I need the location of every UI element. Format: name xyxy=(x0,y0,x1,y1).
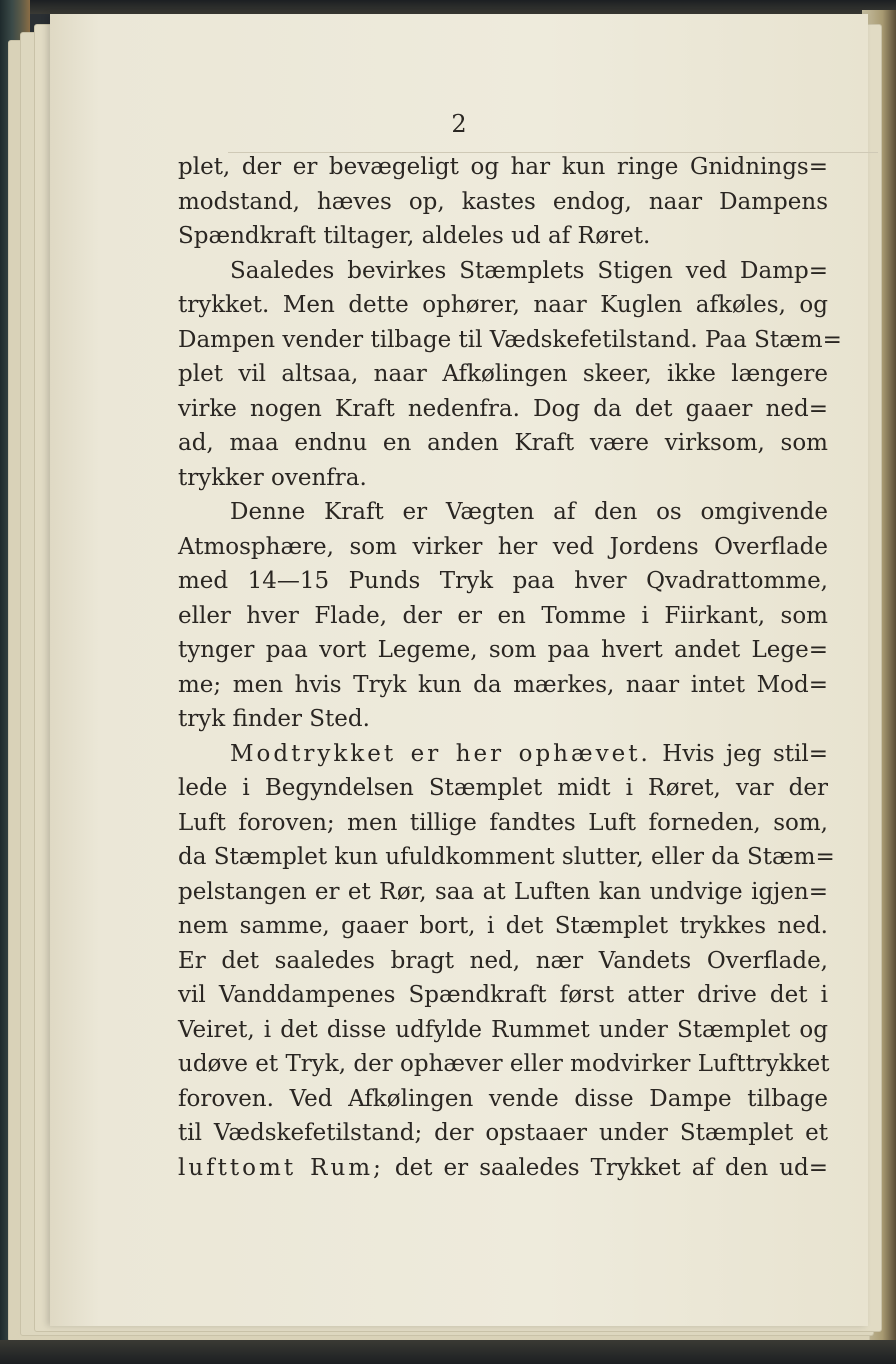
text-line: med 14—15 Punds Tryk paa hver Qvadrattomme, xyxy=(178,568,828,594)
text-line: Saaledes bevirkes Stæmplets Stigen ved Damp= xyxy=(230,257,828,284)
text-line xyxy=(178,1151,828,1186)
text-line: da Stæmplet kun ufuldkomment slutter, eller da Stæm= xyxy=(178,844,835,870)
text-line: Spændkraft tiltager, aldeles ud af Røret. xyxy=(178,223,651,249)
text-line xyxy=(178,737,828,772)
text-line: me; men hvis Tryk kun da mærkes, naar intet Mod= xyxy=(178,671,828,698)
text-line: vil Vanddampenes Spændkraft først atter drive det i xyxy=(178,982,828,1008)
paragraph xyxy=(178,254,842,496)
text-line: plet, der er bevægeligt og har kun ringe Gnidnings= xyxy=(178,154,828,180)
paragraph xyxy=(178,737,835,1186)
text-line: Dampen vender tilbage til Vædskefetilstand. Paa Stæm= xyxy=(178,326,842,353)
text-line: ad, maa endnu en anden Kraft være virksom, som xyxy=(178,430,828,456)
text-line: tryk finder Sted. xyxy=(178,706,370,732)
text-line: Veiret, i det disse udfylde Rummet under Stæmplet og xyxy=(178,1016,828,1043)
text-line: plet vil altsaa, naar Afkølingen skeer, ikke længere xyxy=(178,361,828,387)
text-line: Er det saaledes bragt ned, nær Vandets Overflade, xyxy=(178,947,828,974)
text-run: det er saaledes Trykket af den ud= xyxy=(383,1154,828,1181)
text-line: Atmosphære, som virker her ved Jordens Overflade xyxy=(178,533,828,560)
text-line: eller hver Flade, der er en Tomme i Fiirkant, som xyxy=(178,602,828,629)
text-line: udøve et Tryk, der ophæver eller modvirker Lufttrykket xyxy=(178,1051,830,1077)
text-line: pelstangen er et Rør, saa at Luften kan undvige igjen= xyxy=(178,878,828,905)
text-line: trykket. Men dette ophører, naar Kuglen afkøles, og xyxy=(178,292,828,318)
text-line: Luft foroven; men tillige fandtes Luft forneden, som, xyxy=(178,809,828,836)
text-run: Hvis jeg stil= xyxy=(650,740,828,767)
book-cover-top xyxy=(0,0,896,14)
text-line: tynger paa vort Legeme, som paa hvert andet Lege= xyxy=(178,637,828,663)
page-body xyxy=(178,150,842,1185)
text-line: virke nogen Kraft nedenfra. Dog da det gaaer ned= xyxy=(178,395,828,422)
text-line: til Vædskefetilstand; der opstaaer under Stæmplet et xyxy=(178,1120,828,1146)
paragraph xyxy=(178,495,828,737)
book-cover-bottom xyxy=(0,1340,896,1364)
text-line: Denne Kraft er Vægten af den os omgivende xyxy=(230,499,828,525)
paragraph xyxy=(178,150,828,254)
page-number: 2 xyxy=(451,110,467,138)
text-line: nem samme, gaaer bort, i det Stæmplet trykkes ned. xyxy=(178,913,828,939)
text-line: foroven. Ved Afkølingen vende disse Dampe tilbage xyxy=(178,1085,828,1112)
text-line: lede i Begyndelsen Stæmplet midt i Røret, var der xyxy=(178,775,828,801)
text-line: trykker ovenfra. xyxy=(178,464,367,491)
text-line: modstand, hæves op, kastes endog, naar Dampens xyxy=(178,188,828,215)
spaced-emphasis: Modtrykket er her ophævet. xyxy=(230,740,651,767)
spaced-emphasis: lufttomt Rum; xyxy=(178,1154,384,1181)
